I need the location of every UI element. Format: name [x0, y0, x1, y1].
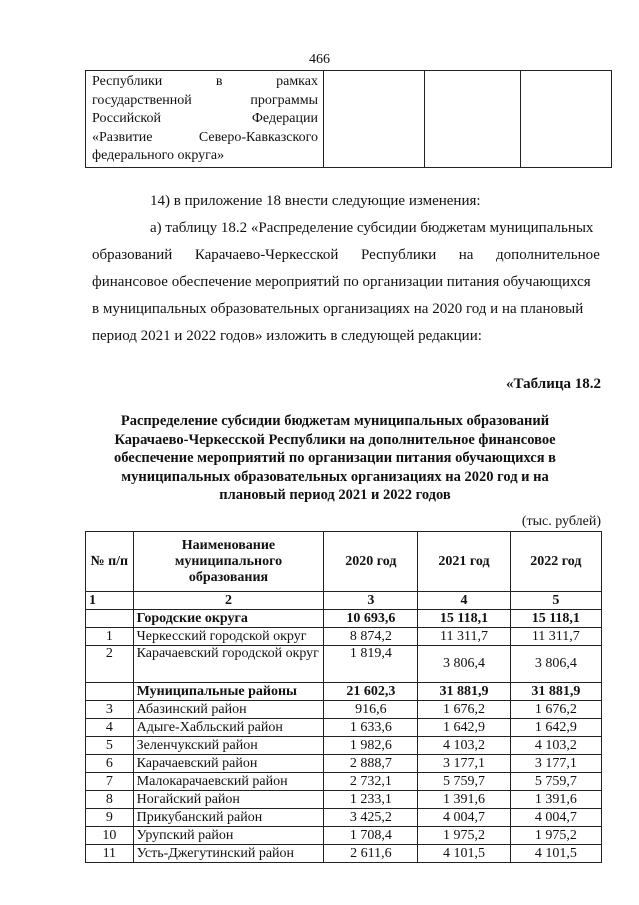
subsidy-table — [85, 531, 602, 863]
paragraph-a-line-4: в муниципальных образовательных организациях на 2020 год и на плановый — [92, 301, 584, 317]
table-row: 7 Малокарачаевский район 2 732,1 5 759,7 5 759,7 — [86, 773, 602, 791]
table-title: Распределение субсидии бюджетам муниципальных образований Карачаево-Черкесской Республики на дополнительное финансовое обеспечение мероприятий по организации питания обучающихся в муниципальных образовательных организациях на 2020 год и на плановый период 2021 и 2022 годов — [113, 413, 557, 503]
continuation-line: Российской Федерации — [92, 111, 318, 126]
table-row: 1 Черкесский городской округ 8 874,2 11 311,7 11 311,7 — [86, 628, 602, 646]
continuation-line: государственной программы — [92, 92, 318, 108]
paragraph-14: 14) в приложение 18 внести следующие изменения: — [150, 193, 481, 209]
paragraph-a-line-2: образований Карачаево-Черкесской Республики на дополнительное — [92, 247, 600, 263]
column-number-row: 1 2 3 4 5 — [86, 592, 602, 610]
continuation-text-cell — [86, 71, 324, 168]
header-number: № п/п — [86, 532, 134, 592]
table-row: 2 Карачаевский городской округ 1 819,4 3 806,4 3 806,4 — [86, 646, 602, 683]
page-number: 466 — [309, 52, 330, 67]
table-row: 11 Усть-Джегутинский район 2 611,6 4 101,5 4 101,5 — [86, 845, 602, 863]
paragraph-a-line-5: период 2021 и 2022 годов» изложить в следующей редакции: — [92, 328, 482, 344]
continuation-table — [85, 70, 612, 168]
table-header-row — [86, 532, 602, 592]
table-row: 4 Адыге-Хабльский район 1 633,6 1 642,9 1 642,9 — [86, 719, 602, 737]
table-row: Муниципальные районы 21 602,3 31 881,9 31 881,9 — [86, 683, 602, 701]
header-2022: 2022 год — [510, 532, 601, 592]
units-label: (тыс. рублей) — [521, 514, 601, 529]
header-2020: 2020 год — [324, 532, 418, 592]
table-row: 3 Абазинский район 916,6 1 676,2 1 676,2 — [86, 701, 602, 719]
table-row: 10 Урупский район 1 708,4 1 975,2 1 975,2 — [86, 827, 602, 845]
continuation-line: Республики в рамках — [92, 74, 318, 89]
paragraph-a-line-1: а) таблицу 18.2 «Распределение субсидии бюджетам муниципальных — [150, 220, 594, 236]
continuation-line: «Развитие Северо-Кавказского — [92, 129, 318, 145]
table-row: 6 Карачаевский район 2 888,7 3 177,1 3 177,1 — [86, 755, 602, 773]
table-label: «Таблица 18.2 — [506, 376, 601, 392]
continuation-line: федерального округа» — [92, 148, 225, 163]
empty-cell — [521, 71, 612, 168]
paragraph-a-line-3: финансовое обеспечение мероприятий по организации питания обучающихся — [92, 274, 591, 290]
header-2021: 2021 год — [418, 532, 510, 592]
table-row: 8 Ногайский район 1 233,1 1 391,6 1 391,6 — [86, 791, 602, 809]
table-row: 5 Зеленчукский район 1 982,6 4 103,2 4 103,2 — [86, 737, 602, 755]
header-municipality: Наименование муниципального образования — [133, 532, 324, 592]
empty-cell — [324, 71, 425, 168]
table-row: 9 Прикубанский район 3 425,2 4 004,7 4 004,7 — [86, 809, 602, 827]
table-row: Городские округа 10 693,6 15 118,1 15 118,1 — [86, 610, 602, 628]
empty-cell — [425, 71, 521, 168]
